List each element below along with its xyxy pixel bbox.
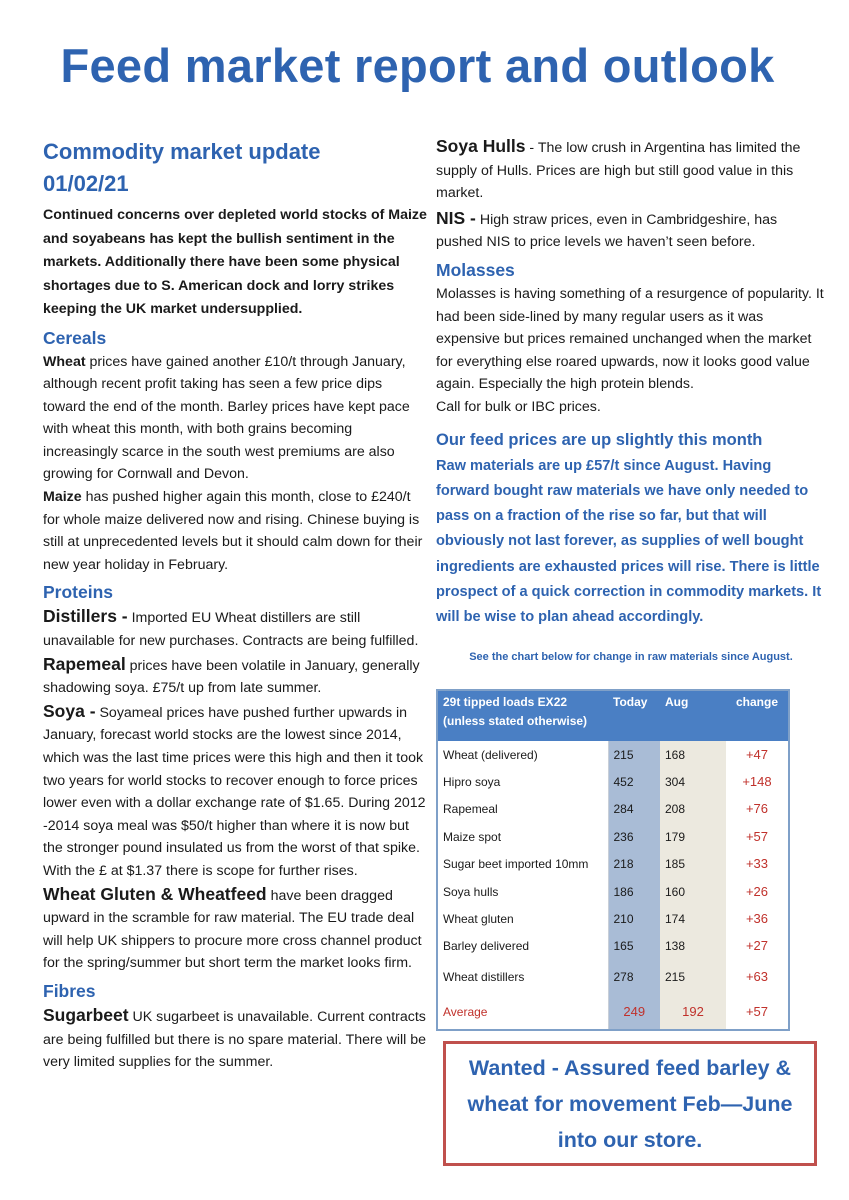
wheat-paragraph bbox=[43, 351, 428, 487]
row-name: Rapemeal bbox=[437, 796, 608, 823]
distillers-paragraph bbox=[43, 605, 428, 652]
left-column bbox=[43, 136, 428, 1074]
fibres-heading: Fibres bbox=[43, 980, 96, 1001]
row-today: 452 bbox=[608, 768, 660, 795]
nis-paragraph bbox=[436, 207, 826, 254]
soya-lead: Soya - bbox=[43, 700, 96, 721]
molasses-call: Call for bulk or IBC prices. bbox=[436, 398, 601, 415]
row-today: 284 bbox=[608, 796, 660, 823]
row-change: +57 bbox=[745, 828, 769, 844]
maize-paragraph bbox=[43, 486, 428, 576]
distillers-text: Imported EU Wheat distillers are still unavailable for new purchases. Contracts are being fulfilled. bbox=[43, 610, 419, 650]
header-today: Today bbox=[608, 690, 660, 741]
wanted-line1: Wanted - Assured feed barley & bbox=[468, 1055, 792, 1080]
commodity-heading-line1: Commodity market update bbox=[43, 139, 321, 164]
commodity-heading bbox=[43, 136, 428, 200]
intro-paragraph: Continued concerns over depleted world stocks of Maize and soyabeans has kept the bullish sentiment in the markets. Additionally there have been some physical shortages due to S. American dock and lorry strikes keeping the UK market undersupplied. bbox=[43, 207, 427, 317]
row-aug: 215 bbox=[660, 960, 726, 994]
nis-text: High straw prices, even in Cambridgeshire, has pushed NIS to price levels we haven’t seen before. bbox=[436, 211, 778, 251]
maize-lead: Maize bbox=[43, 489, 82, 506]
sugarbeet-text: UK sugarbeet is unavailable. Current contracts are being fulfilled but there is no spare material. There will be very limited supplies for the summer. bbox=[43, 1008, 427, 1071]
wanted-line2: wheat for movement Feb—June bbox=[467, 1091, 793, 1116]
header-product-line2: (unless stated otherwise) bbox=[443, 714, 588, 728]
distillers-lead: Distillers - bbox=[43, 606, 128, 627]
table-row bbox=[437, 768, 789, 795]
row-name: Maize spot bbox=[437, 823, 608, 850]
soya-paragraph bbox=[43, 700, 428, 883]
row-name: Hipro soya bbox=[437, 768, 608, 795]
raw-materials-table bbox=[436, 689, 790, 1031]
header-product bbox=[437, 690, 608, 741]
row-change: +27 bbox=[745, 938, 769, 954]
row-change: +26 bbox=[745, 883, 769, 899]
row-today: 278 bbox=[608, 960, 660, 994]
header-product-line1: 29t tipped loads EX22 bbox=[443, 695, 568, 709]
wheat-text: prices have gained another £10/t through January, although recent profit taking has seen a few price dips toward the end of the month. Barley prices have kept pace with wheat this month, with both grains becoming increasingly scarce in the south west premiums are also growing for Cornwall and Devon. bbox=[43, 353, 410, 483]
row-aug: 160 bbox=[660, 878, 726, 905]
row-change: +36 bbox=[745, 911, 769, 927]
row-today: 236 bbox=[608, 823, 660, 850]
row-aug: 179 bbox=[660, 823, 726, 850]
table-row bbox=[437, 905, 789, 932]
row-today: 186 bbox=[608, 878, 660, 905]
molasses-text: Molasses is having something of a resurgence of popularity. It had been side-lined by many regular users as it was expensive but prices remained unchanged when the market for everything else roared upwards, now it looks good value again. Especially the high protein blends. bbox=[436, 285, 824, 393]
row-change: +63 bbox=[745, 969, 769, 985]
cereals-heading: Cereals bbox=[43, 327, 107, 348]
row-today: 165 bbox=[608, 933, 660, 960]
table-row bbox=[437, 878, 789, 905]
row-aug: 208 bbox=[660, 796, 726, 823]
row-name: Barley delivered bbox=[437, 933, 608, 960]
maize-text: has pushed higher again this month, close to £240/t for whole maize delivered now and rising. Chinese buying is still at unprecedented levels but it should calm down for their new year holiday in February. bbox=[43, 489, 423, 573]
average-today: 249 bbox=[608, 994, 660, 1030]
wheat-lead: Wheat bbox=[43, 353, 86, 370]
table-row bbox=[437, 741, 789, 768]
sugarbeet-lead: Sugarbeet bbox=[43, 1004, 129, 1025]
table-row bbox=[437, 796, 789, 823]
row-aug: 174 bbox=[660, 905, 726, 932]
sugarbeet-paragraph bbox=[43, 1004, 428, 1074]
row-name: Wheat gluten bbox=[437, 905, 608, 932]
row-name: Wheat (delivered) bbox=[437, 741, 608, 768]
right-column bbox=[436, 135, 826, 664]
wanted-line3: into our store. bbox=[557, 1127, 703, 1152]
average-change: +57 bbox=[745, 1003, 769, 1019]
row-aug: 304 bbox=[660, 768, 726, 795]
average-label: Average bbox=[437, 994, 608, 1030]
row-change: +33 bbox=[745, 856, 769, 872]
row-aug: 138 bbox=[660, 933, 726, 960]
row-today: 215 bbox=[608, 741, 660, 768]
commodity-heading-date: 01/02/21 bbox=[43, 171, 129, 196]
table-row bbox=[437, 960, 789, 994]
rapemeal-paragraph bbox=[43, 653, 428, 700]
table-row-average bbox=[437, 994, 789, 1030]
feed-prices-block bbox=[436, 427, 826, 631]
gluten-lead: Wheat Gluten & Wheatfeed bbox=[43, 883, 267, 904]
nis-lead: NIS - bbox=[436, 207, 476, 228]
table-row bbox=[437, 823, 789, 850]
proteins-heading: Proteins bbox=[43, 582, 114, 603]
soya-text: Soyameal prices have pushed further upwards in January, forecast world stocks are the lowest since 2014, which was the last time prices were this high and then it took two years for world stocks to recover enough to force prices lower even with a dollar exchange rate of $1.65. During 2012 -2014 soya meal was $50/t higher than where it is now but the stronger pound insulated us from the worst of that spike. With the £ at $1.37 there is scope for further rises. bbox=[43, 704, 426, 879]
chart-note: See the chart below for change in raw materials since August. bbox=[469, 650, 793, 663]
rapemeal-text: prices have been volatile in January, generally shadowing soya. £75/t up from late summer. bbox=[43, 657, 420, 697]
table-row bbox=[437, 933, 789, 960]
row-change: +47 bbox=[745, 746, 769, 762]
feed-prices-heading: Our feed prices are up slightly this month bbox=[436, 430, 763, 449]
feed-prices-text: Raw materials are up £57/t since August. Having forward bought raw materials we have only needed to pass on a fraction of the rise so far, but that will obviously not last forever, as supplies of well bought ingredients are exhausted prices will rise. There is little prospect of a quick correction in commodity markets. It will be wise to plan ahead accordingly. bbox=[436, 457, 822, 626]
row-today: 218 bbox=[608, 851, 660, 878]
molasses-heading: Molasses bbox=[436, 259, 515, 280]
rapemeal-lead: Rapemeal bbox=[43, 653, 126, 674]
gluten-text: have been dragged upward in the scramble for raw material. The EU trade deal will help UK shippers to procure more cross channel product for the spring/summer but short term the market looks firm. bbox=[43, 887, 422, 972]
row-change: +148 bbox=[742, 774, 772, 790]
soyahulls-paragraph bbox=[436, 135, 826, 205]
row-name: Soya hulls bbox=[437, 878, 608, 905]
soyahulls-lead: Soya Hulls bbox=[436, 136, 526, 156]
row-name: Sugar beet imported 10mm bbox=[437, 851, 608, 878]
table-header-row bbox=[437, 690, 789, 741]
row-change: +76 bbox=[745, 801, 769, 817]
wanted-notice bbox=[443, 1041, 817, 1166]
average-aug: 192 bbox=[660, 994, 726, 1030]
row-aug: 185 bbox=[660, 851, 726, 878]
row-name: Wheat distillers bbox=[437, 960, 608, 994]
page-title: Feed market report and outlook bbox=[60, 39, 775, 92]
gluten-paragraph bbox=[43, 883, 428, 975]
row-today: 210 bbox=[608, 905, 660, 932]
row-aug: 168 bbox=[660, 741, 726, 768]
header-change: change bbox=[726, 690, 789, 741]
header-aug: Aug bbox=[660, 690, 726, 741]
table-row bbox=[437, 851, 789, 878]
soyahulls-text: - The low crush in Argentina has limited the supply of Hulls. Prices are high but still good value in this market. bbox=[436, 140, 801, 202]
